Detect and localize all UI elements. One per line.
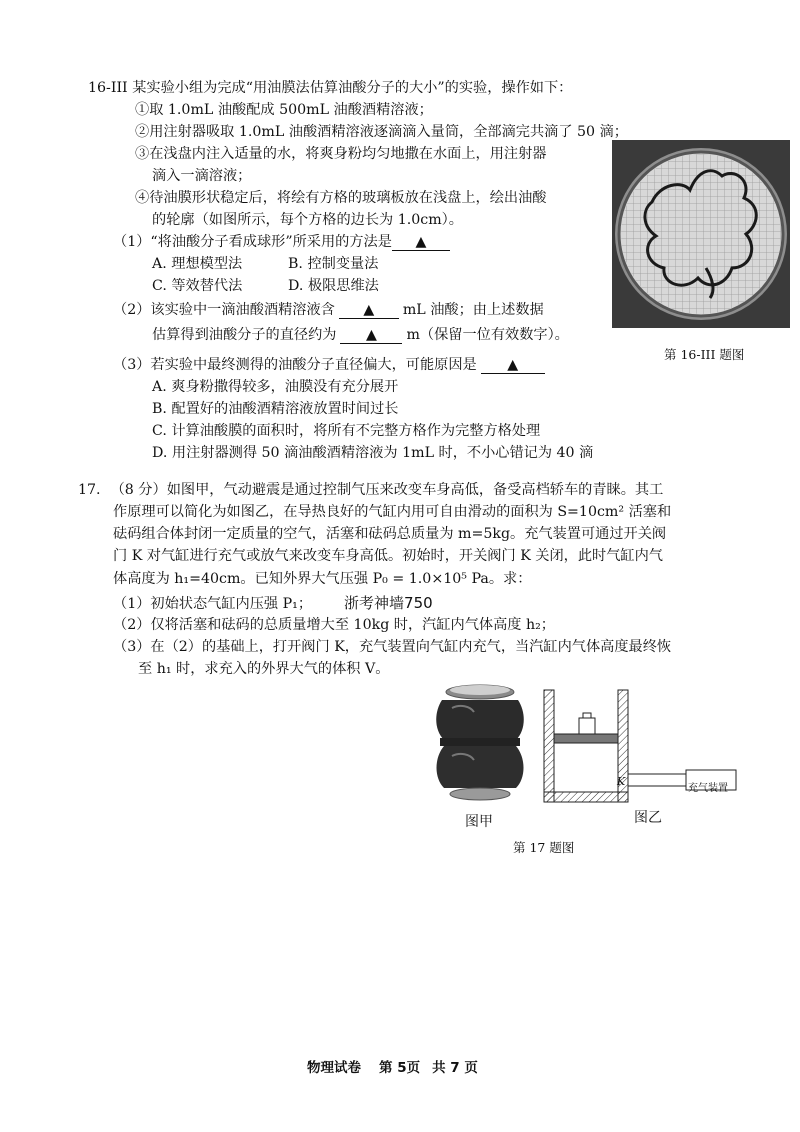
q16-part2-text-c: 估算得到油酸分子的直径约为 bbox=[152, 327, 337, 343]
option-d[interactable]: D. 极限思维法 bbox=[288, 278, 379, 294]
footer-total: 共 7 页 bbox=[432, 1060, 478, 1076]
q17-points: （8 分） bbox=[110, 482, 167, 498]
q16-part1 bbox=[113, 232, 450, 252]
inflator-label: 充气装置 bbox=[688, 783, 728, 794]
fig-b-label: 图乙 bbox=[634, 810, 662, 826]
fig-a-label: 图甲 bbox=[465, 814, 493, 830]
q17-sub1 bbox=[113, 593, 433, 614]
q16-part2-line1 bbox=[113, 300, 544, 320]
page-footer bbox=[307, 1058, 478, 1078]
option-b[interactable]: B. 控制变量法 bbox=[288, 256, 379, 272]
answer-blank[interactable]: ▲ bbox=[481, 357, 545, 374]
q16-part2-text-a: （2）该实验中一滴油酸酒精溶液含 bbox=[113, 302, 335, 318]
q16-part3 bbox=[113, 355, 545, 375]
q16-part3-option-d[interactable]: D. 用注射器测得 50 滴油酸酒精溶液为 1mL 时，不小心错记为 40 滴 bbox=[152, 445, 594, 461]
q16-number: 16-III bbox=[88, 80, 128, 96]
q16-part3-text: （3）若实验中最终测得的油酸分子直径偏大，可能原因是 bbox=[113, 357, 477, 373]
q16-intro: 某实验小组为完成“用油膜法估算油酸分子的大小”的实验，操作如下： bbox=[132, 80, 573, 96]
q17-sub2: （2）仅将活塞和砝码的总质量增大至 10kg 时，汽缸内气体高度 h₂； bbox=[113, 617, 555, 633]
q17-line-2: 作原理可以简化为如图乙，在导热良好的气缸内用可自由滑动的面积为 S=10cm² 活塞和 bbox=[113, 504, 672, 520]
q16-step-3b: 滴入一滴溶液； bbox=[152, 168, 252, 184]
q17-text-1: 如图甲，气动避震是通过控制气压来改变车身高低，备受高档轿车的青睐。其工 bbox=[166, 482, 664, 498]
q16-options-row2 bbox=[152, 276, 379, 296]
footer-subject: 物理试卷 bbox=[307, 1060, 361, 1076]
q17-sub3a: （3）在（2）的基础上，打开阀门 K，充气装置向气缸内充气，当汽缸内气体高度最终恢 bbox=[113, 639, 672, 655]
q16-part2-text-b: mL 油酸；由上述数据 bbox=[402, 302, 544, 318]
option-a[interactable]: A. 理想模型法 bbox=[152, 256, 243, 272]
q17-line-1 bbox=[78, 480, 663, 500]
q16-figure-caption: 第 16-III 题图 bbox=[664, 347, 745, 362]
q16-part1-text: （1）“将油酸分子看成球形”所采用的方法是 bbox=[113, 234, 392, 250]
answer-blank[interactable]: ▲ bbox=[392, 234, 450, 251]
footer-page: 第 5页 bbox=[379, 1060, 421, 1076]
q17-sub1-text: （1）初始状态气缸内压强 P₁； bbox=[113, 596, 313, 612]
air-spring-photo bbox=[430, 682, 530, 808]
q16-part2-text-d: m（保留一位有效数字）。 bbox=[406, 327, 569, 343]
q16-step-4a: ④待油膜形状稳定后，将绘有方格的玻璃板放在浅盘上，绘出油酸 bbox=[135, 190, 547, 206]
option-c[interactable]: C. 等效替代法 bbox=[152, 278, 243, 294]
q16-step-3a: ③在浅盘内注入适量的水，将爽身粉均匀地撒在水面上，用注射器 bbox=[135, 146, 547, 162]
q16-part3-option-b[interactable]: B. 配置好的油酸酒精溶液放置时间过长 bbox=[152, 401, 399, 417]
q16-part3-option-a[interactable]: A. 爽身粉撒得较多，油膜没有充分展开 bbox=[152, 379, 399, 395]
watermark: 浙考神墙750 bbox=[344, 594, 433, 612]
q16-step-1: ①取 1.0mL 油酸配成 500mL 油酸酒精溶液； bbox=[135, 102, 433, 118]
q16-part2-line2 bbox=[152, 325, 569, 345]
answer-blank[interactable]: ▲ bbox=[339, 302, 399, 319]
q16-header bbox=[88, 78, 572, 98]
oil-film-photo bbox=[612, 140, 790, 328]
q17-figure-caption: 第 17 题图 bbox=[513, 840, 575, 855]
q17-line-3: 砝码组合体封闭一定质量的空气，活塞和砝码总质量为 m=5kg。充气装置可通过开关阀 bbox=[113, 526, 667, 542]
q16-options-row1 bbox=[152, 254, 378, 274]
q17-line-4: 门 K 对气缸进行充气或放气来改变车身高低。初始时，开关阀门 K 关闭，此时气缸内气 bbox=[113, 548, 663, 564]
answer-blank[interactable]: ▲ bbox=[340, 327, 402, 344]
q17-line-5: 体高度为 h₁=40cm。已知外界大气压强 P₀ = 1.0×10⁵ Pa。求： bbox=[113, 571, 532, 587]
q17-number: 17. bbox=[78, 482, 101, 498]
valve-k-label: K bbox=[617, 775, 626, 788]
q16-step-2: ②用注射器吸取 1.0mL 油酸酒精溶液逐滴滴入量筒，全部滴完共滴了 50 滴； bbox=[135, 124, 628, 140]
q17-sub3b: 至 h₁ 时，求充入的外界大气的体积 V。 bbox=[138, 661, 390, 677]
q16-part3-option-c[interactable]: C. 计算油酸膜的面积时，将所有不完整方格作为完整方格处理 bbox=[152, 423, 541, 439]
q16-step-4b: 的轮廓（如图所示，每个方格的边长为 1.0cm）。 bbox=[152, 212, 463, 228]
